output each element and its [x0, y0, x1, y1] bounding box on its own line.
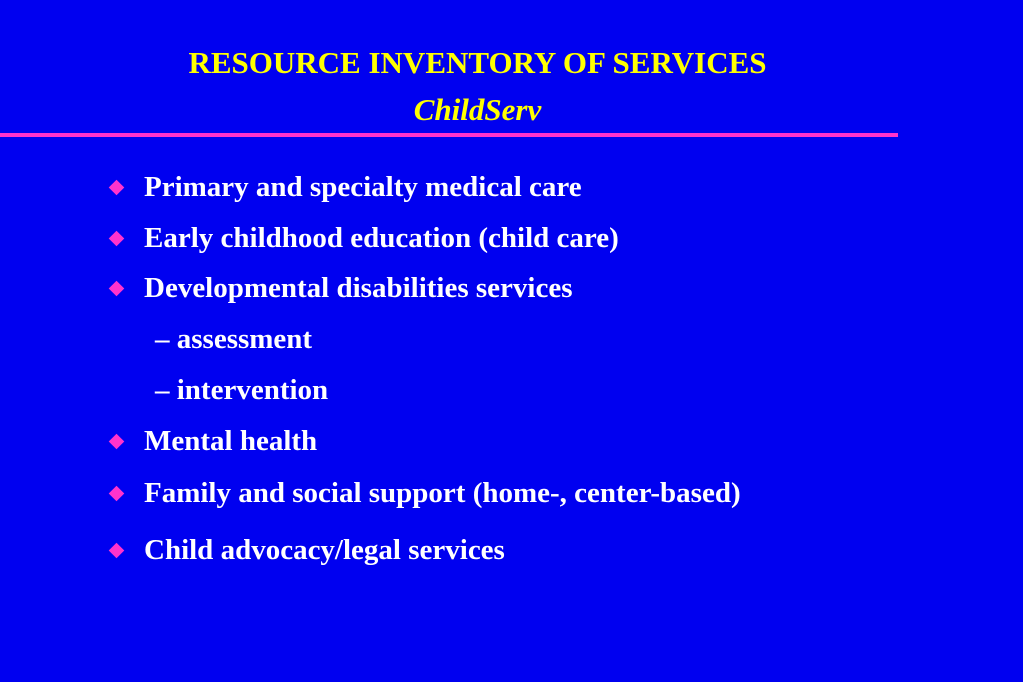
bullet-text: Mental health: [144, 425, 318, 457]
bullet-text: Child advocacy/legal services: [144, 534, 505, 566]
diamond-bullet-icon: [109, 543, 125, 559]
slide-subtitle: ChildServ: [413, 92, 542, 127]
bullet-text: Primary and specialty medical care: [144, 171, 582, 203]
diamond-bullet-icon: [109, 434, 125, 450]
bullet-text: Early childhood education (child care): [144, 222, 619, 254]
sub-bullet-item: – assessment: [155, 323, 313, 355]
diamond-bullet-icon: [109, 281, 125, 297]
diamond-bullet-icon: [109, 180, 125, 196]
slide-title: RESOURCE INVENTORY OF SERVICES: [188, 45, 767, 80]
bullet-text: Developmental disabilities services: [144, 272, 573, 304]
bullet-text: Family and social support (home-, center-based): [144, 477, 741, 509]
title-divider: [0, 133, 898, 137]
diamond-bullet-icon: [109, 231, 125, 247]
sub-bullet-item: – intervention: [155, 374, 329, 406]
diamond-bullet-icon: [109, 486, 125, 502]
